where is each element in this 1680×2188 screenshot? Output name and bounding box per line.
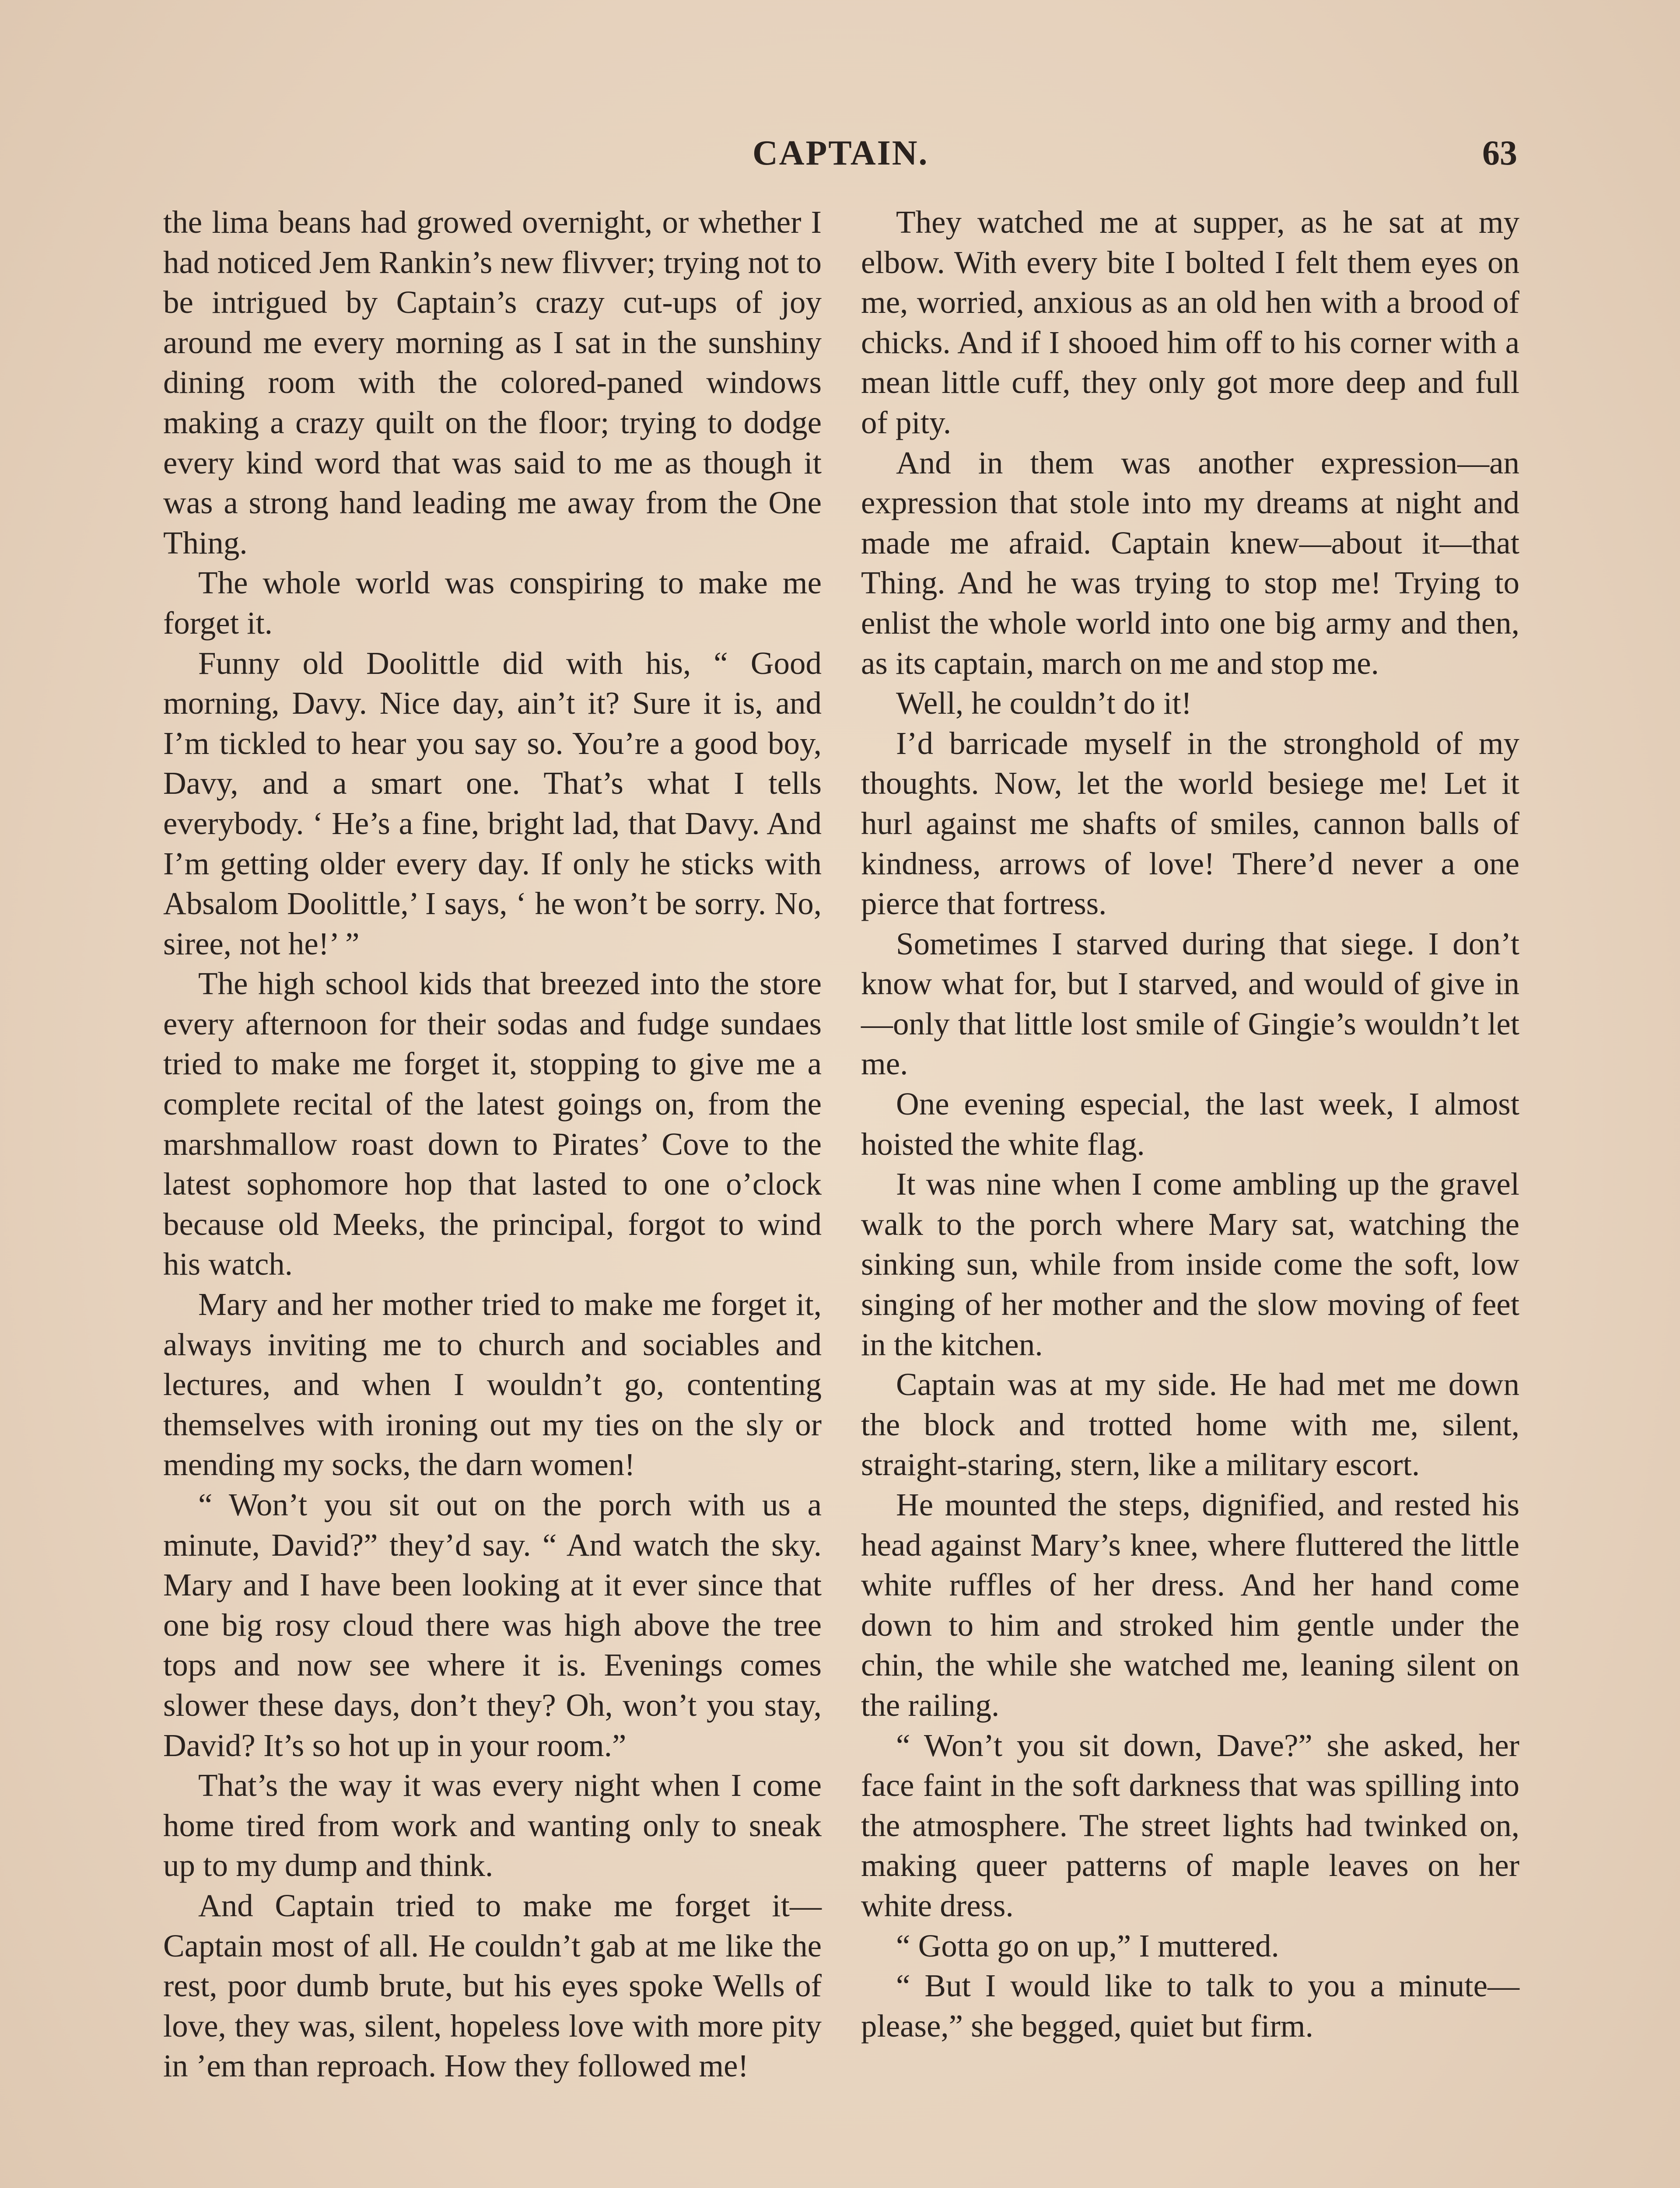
paragraph: I’d barricade myself in the stronghold of my thoughts. Now, let the world besiege me! Let it hurl against me shafts of smiles, cannon balls of kindness, arrows of love! There’d never a one pierce that fortress.	[861, 725, 1519, 922]
paragraph: They watched me at supper, as he sat at my elbow. With every bite I bolted I felt them eyes on me, worried, anxious as an old hen with a brood of chicks. And if I shooed him off to his corner with a mean little cuff, they only got more deep and full of pity.	[861, 204, 1519, 440]
right-column	[861, 202, 1519, 2046]
paragraph: The high school kids that breezed into the store every afternoon for their sodas and fudge sundaes tried to make me forget it, stopping to give me a complete recital of the latest goings on, from the marshmallow roast down to Pirates’ Cove to the latest sophomore hop that lasted to one o’clock because old Meeks, the principal, forgot to wind his watch.	[163, 966, 822, 1282]
paragraph: “ Gotta go on up,” I muttered.	[896, 1928, 1279, 1964]
page-header	[0, 127, 1680, 179]
paragraph: And in them was another expression—an expression that stole into my dreams at night and made me afraid. Captain knew—about it—that Thing. And he was trying to stop me! Trying to enlist the whole world into one big army and then, as its captain, march on me and stop me.	[861, 445, 1519, 681]
page-number: 63	[1482, 134, 1517, 172]
paragraph: Captain was at my side. He had met me down the block and trotted home with me, silent, straight-staring, stern, like a military escort.	[861, 1367, 1519, 1483]
left-column	[163, 202, 822, 2086]
paragraph: And Captain tried to make me forget it—Captain most of all. He couldn’t gab at me like the rest, poor dumb brute, but his eyes spoke Wells of love, they was, silent, hopeless love with more pity in ’em than reproach. How they followed me!	[163, 1887, 822, 2084]
running-title: CAPTAIN.	[752, 134, 929, 172]
paragraph: the lima beans had growed overnight, or whether I had noticed Jem Rankin’s new flivver; trying not to be intrigued by Captain’s crazy cut-ups of joy around me every morning as I sat in the sunshiny dining room with the colored-paned windows making a crazy quilt on the floor; trying to dodge every kind word that was said to me as though it was a strong hand leading me away from the One Thing.	[163, 204, 822, 561]
paragraph: Mary and her mother tried to make me forget it, always inviting me to church and sociables and lectures, and when I wouldn’t go, contenting themselves with ironing out my ties on the sly or mending my socks, the darn women!	[163, 1287, 822, 1483]
paragraph: It was nine when I come ambling up the gravel walk to the porch where Mary sat, watching the sinking sun, while from inside come the soft, low singing of her mother and the slow moving of feet in the kitchen.	[861, 1166, 1519, 1362]
paragraph: Funny old Doolittle did with his, “ Good morning, Davy. Nice day, ain’t it? Sure it is, and I’m tickled to hear you say so. You’re a good boy, Davy, and a smart one. That’s what I tells everybody. ‘ He’s a fine, bright lad, that Davy. And I’m getting older every day. If only he sticks with Absalom Doolittle,’ I says, ‘ he won’t be sorry. No, siree, not he!’ ”	[163, 645, 822, 961]
paragraph: “ Won’t you sit down, Dave?” she asked, her face faint in the soft darkness that was spilling into the atmosphere. The street lights had twinked on, making queer patterns of maple leaves on her white dress.	[861, 1727, 1519, 1923]
paragraph: “ Won’t you sit out on the porch with us a minute, David?” they’d say. “ And watch the sky. Mary and I have been looking at it ever since that one big rosy cloud there was high above the tree tops and now see where it is. Evenings comes slower these days, don’t they? Oh, won’t you stay, David? It’s so hot up in your room.”	[163, 1487, 822, 1763]
paragraph: The whole world was conspiring to make me forget it.	[163, 565, 822, 641]
paragraph: That’s the way it was every night when I come home tired from work and wanting only to sneak up to my dump and think.	[163, 1767, 822, 1883]
paragraph: “ But I would like to talk to you a minute—please,” she begged, quiet but firm.	[861, 1968, 1519, 2044]
paragraph: One evening especial, the last week, I almost hoisted the white flag.	[861, 1086, 1519, 1162]
paragraph: Well, he couldn’t do it!	[896, 685, 1192, 721]
paragraph: He mounted the steps, dignified, and rested his head against Mary’s knee, where fluttered the little white ruffles of her dress. And her hand come down to him and stroked him gentle under the chin, the while she watched me, leaning silent on the railing.	[861, 1487, 1519, 1723]
paragraph: Sometimes I starved during that siege. I don’t know what for, but I starved, and would of give in—only that little lost smile of Gingie’s wouldn’t let me.	[861, 926, 1519, 1082]
